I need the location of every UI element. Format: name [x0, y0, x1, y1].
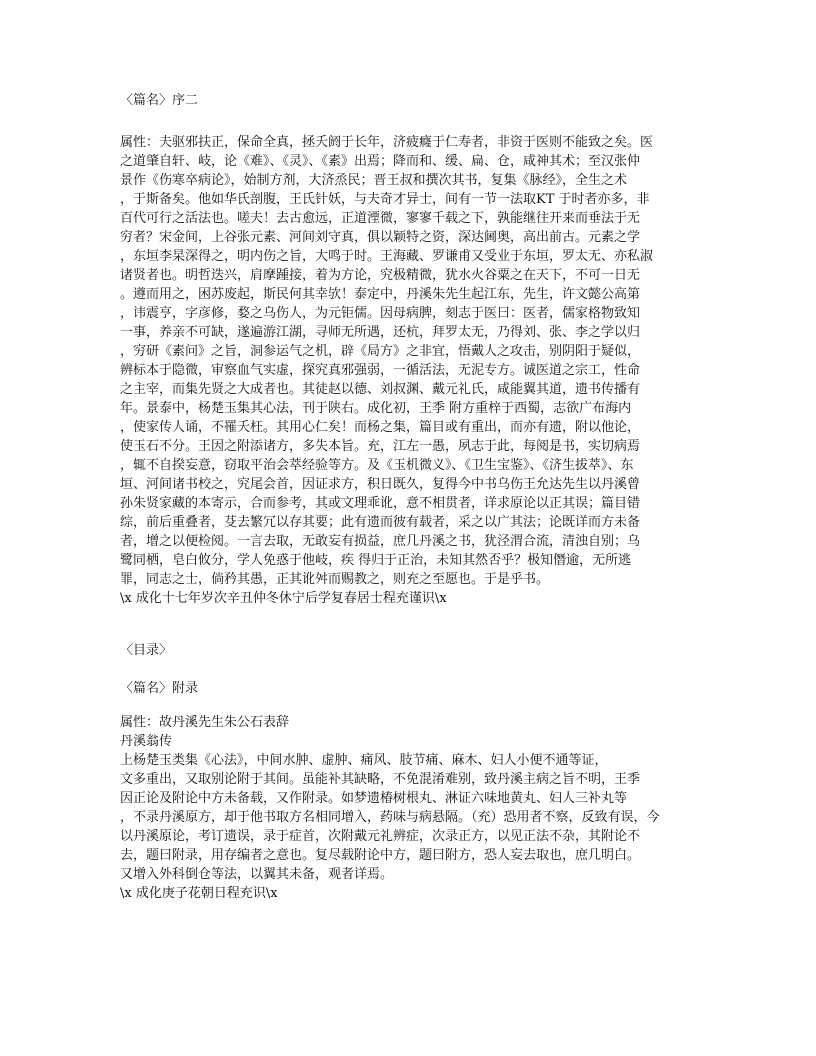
text-line: 以丹溪原论，考订遗误，录于症首，次附戴元礼辨症，次录正方，以见正法不杂，其附论不 — [120, 829, 641, 844]
text-line: 罪，同志之士，倘矜其愚，正其讹舛而赐教之，则充之至愿也。于是乎书。 — [120, 572, 550, 587]
text-line: 垣、河间诸书校之，究尾会首，因证求方，积日既久，复得今中书乌伤王允达先生以丹溪曾 — [120, 477, 641, 492]
text-line: 辨标本于隐微，审察血气实虚，探究真邪强弱，一循活法，无泥专方。诚医道之宗工，性命 — [120, 363, 641, 378]
text-line: 去，题曰附录，用存编者之意也。复尽载附论中方，题曰附方，恐人妄去取也，庶几明白。 — [120, 848, 641, 863]
text-line: 之道肇自轩、岐，论《难》、《灵》、《素》出焉；降而和、缓、扁、仓，咸神其术；至汉张仲 — [120, 154, 641, 169]
text-line: 丹溪翁传 — [120, 734, 173, 749]
text-line: 上杨楚玉类集《心法》，中间水肿、虚肿、痛风、肢节痛、麻木、妇人小便不通等证， — [120, 753, 608, 768]
text-line: 年。景泰中，杨楚玉集其心法，刊于陕右。成化初，王季 附方重梓于西蜀，志欲广布海内 — [120, 401, 632, 416]
text-line: ，穷研《素问》之旨，洞参运气之机，辟《局方》之非宜，悟戴人之攻击，别阴阳于疑似， — [120, 344, 641, 359]
text-line: ，讳震亨，字彦修，婺之乌伤人，为元钜儒。因母病脾，刻志于医曰：医者，儒家格物致知 — [120, 306, 641, 321]
text-line: ，东垣李杲深得之，明内伤之旨，大鸣于时。王海藏、罗谦甫又受业于东垣，罗太无、亦私淑 — [120, 249, 654, 264]
section-preface-two — [120, 91, 720, 608]
text-line: 属性：夫驱邪扶正，保命全真，拯夭阏于长年，济疲癃于仁寿者，非资于医则不能致之矣。医 — [120, 135, 654, 150]
text-line: 诸贤者也。明哲迭兴，肩摩踵接，着为方论，究极精微，犹水火谷粟之在天下，不可一日无 — [120, 268, 641, 283]
text-line: 综，前后重叠者，芟去繁冗以存其要；此有遗而彼有载者，采之以广其法；论既详而方未备 — [120, 515, 641, 530]
text-line: 景作《伤寒卒病论》，始制方剂，大济烝民；晋王叔和撰次其书，复集《脉经》，全生之术 — [120, 173, 628, 188]
text-line: ，辄不自揆妄意，窃取平治会萃经验等方。及《玉机微义》、《卫生宝鉴》、《济生拔萃》、东 — [120, 458, 634, 473]
text-line: 百代可行之活法也。嗟夫！去古愈远，正道湮微，寥寥千载之下，孰能继往开来而垂法于无 — [120, 211, 641, 226]
text-line: 者，增之以便检阅。一言去取，无敢妄有损益，庶几丹溪之书，犹泾渭合流，清浊自别；乌 — [120, 534, 641, 549]
text-line: ，于斯备矣。他如华氏剖腹，王氏针妖，与夫奇才异士，间有一节一法取KT 于时者亦多，非 — [120, 192, 650, 207]
section-appendix — [120, 641, 720, 903]
text-line: 鹭同栖，皂白攸分，学人免惑于他岐，疾 得归于正治，未知其然否乎？极知僭逾，无所逃 — [120, 553, 632, 568]
text-line: ，使家传人诵，不罹夭枉。其用心仁矣！而杨之集，篇目或有重出，而亦有遗，附以他论， — [120, 420, 641, 435]
text-line: 一事，养亲不可缺，遂遍游江湖，寻师无所遇，还杭，拜罗太无，乃得刘、张、李之学以归 — [120, 325, 641, 340]
section-heading: 〈篇名〉序二 — [120, 93, 199, 108]
section-heading: 〈篇名〉附录 — [120, 681, 199, 696]
text-line: \x 成化庚子花朝日程充识\x — [120, 886, 278, 901]
text-line: 因正论及附论中方未备载，又作附录。如梦遗椿树根丸、淋证六味地黄丸、妇人三补丸等 — [120, 791, 628, 806]
text-line: 穷者？宋金间，上谷张元素、河间刘守真，俱以颖特之资，深达阃奥，高出前古。元素之学 — [120, 230, 641, 245]
text-line: 文多重出，又取别论附于其间。虽能补其缺略，不免混淆难别，致丹溪主病之旨不明，王季 — [120, 772, 641, 787]
text-line: 孙朱贤家藏的本寄示，合而参考，其或文理乖讹，意不相贯者，详求原论以正其误；篇目错 — [120, 496, 641, 511]
text-line: ，不录丹溪原方，却于他书取方名相同增入，药味与病悬隔。（充）恐用者不察，反致有误，今 — [120, 810, 660, 825]
text-line: 又增入外科倒仓等法，以翼其未备，观者详焉。 — [120, 867, 394, 882]
text-line: 。遵而用之，困苏废起，斯民何其幸欤！泰定中，丹溪朱先生起江东，先生，许文懿公高第 — [120, 287, 641, 302]
text-line: 使玉石不分。王因之附添诸方，多失本旨。充，江左一愚，夙志于此，每阅是书，实切病焉 — [120, 439, 641, 454]
text-line: 属性：故丹溪先生朱公石表辞 — [120, 715, 290, 730]
appendix-body — [120, 713, 720, 903]
preface-body — [120, 133, 720, 608]
toc-heading: 〈目录〉 — [120, 643, 173, 658]
text-line: \x 成化十七年岁次辛丑仲冬休宁后学复春居士程充谨识\x — [120, 591, 447, 606]
text-line: 之主宰，而集先贤之大成者也。其徒赵以德、刘叔渊、戴元礼氏，咸能翼其道，遗书传播有 — [120, 382, 641, 397]
